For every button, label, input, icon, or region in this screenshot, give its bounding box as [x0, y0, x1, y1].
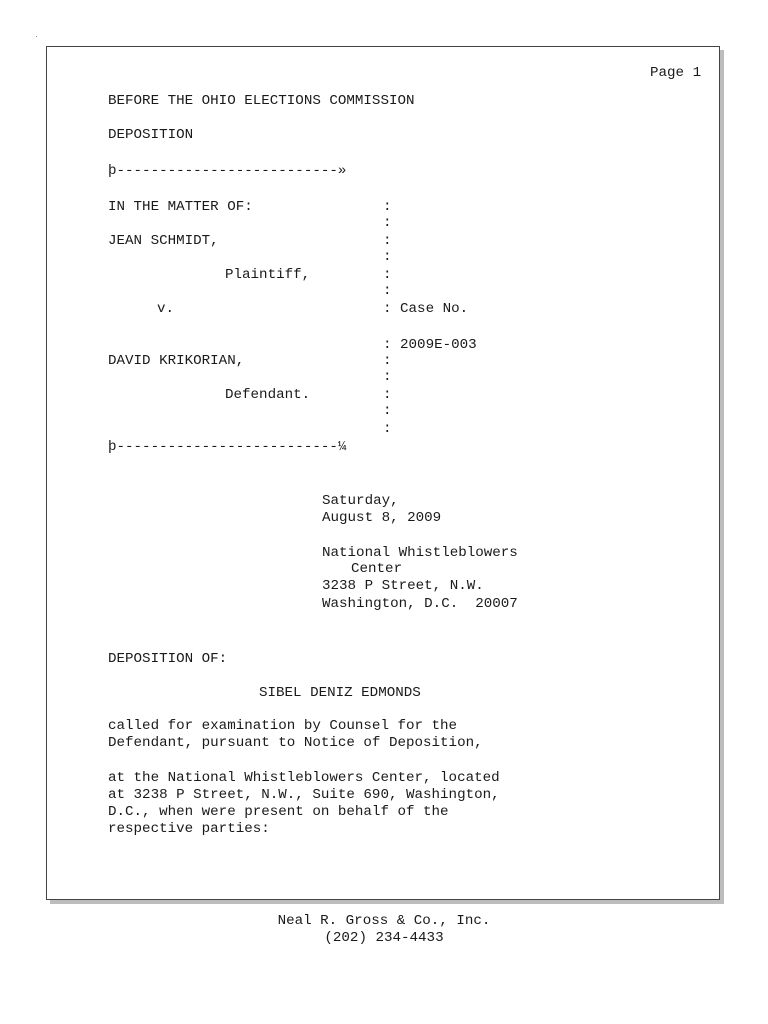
venue-city: Washington, D.C. 20007: [322, 596, 518, 612]
caption-border-bottom: þ--------------------------¼: [108, 439, 347, 455]
deposition-of-label: DEPOSITION OF:: [108, 651, 228, 667]
case-number: : 2009E-003: [383, 337, 477, 353]
defendant-name: DAVID KRIKORIAN,: [108, 353, 245, 369]
venue-line-1: National Whistleblowers: [322, 545, 518, 561]
body-line: at 3238 P Street, N.W., Suite 690, Washington,: [108, 787, 500, 803]
caption-separator: :: [383, 233, 392, 249]
session-date: August 8, 2009: [322, 510, 442, 526]
caption-separator: :: [383, 215, 392, 231]
versus: v.: [157, 301, 175, 317]
matter-label: IN THE MATTER OF:: [108, 199, 253, 215]
case-number-label: : Case No.: [383, 301, 469, 317]
caption-separator: :: [383, 387, 392, 403]
deponent-name: SIBEL DENIZ EDMONDS: [259, 685, 421, 701]
plaintiff-role: Plaintiff,: [225, 267, 311, 283]
caption-separator: :: [383, 353, 392, 369]
caption-separator: :: [383, 403, 392, 419]
corner-speck: [36, 36, 37, 37]
body-line: Defendant, pursuant to Notice of Deposition,: [108, 735, 483, 751]
transcript-page: [46, 46, 720, 900]
footer-company: Neal R. Gross & Co., Inc.: [277, 913, 491, 929]
body-line: called for examination by Counsel for the: [108, 718, 458, 734]
caption-separator: :: [383, 249, 392, 265]
caption-separator: :: [383, 199, 392, 215]
body-line: D.C., when were present on behalf of the: [108, 804, 449, 820]
caption-separator: :: [383, 283, 392, 299]
venue-street: 3238 P Street, N.W.: [322, 578, 484, 594]
commission-heading: BEFORE THE OHIO ELECTIONS COMMISSION: [108, 93, 415, 109]
footer-phone: (202) 234-4433: [324, 930, 444, 946]
page-number: Page 1: [650, 65, 702, 81]
body-line: at the National Whistleblowers Center, located: [108, 770, 500, 786]
venue-line-2: Center: [351, 561, 403, 577]
caption-separator: :: [383, 421, 392, 437]
session-day: Saturday,: [322, 493, 399, 509]
plaintiff-name: JEAN SCHMIDT,: [108, 233, 219, 249]
caption-separator: :: [383, 369, 392, 385]
body-line: respective parties:: [108, 821, 270, 837]
document-type: DEPOSITION: [108, 127, 194, 143]
caption-border-top: þ--------------------------»: [108, 163, 347, 179]
defendant-role: Defendant.: [225, 387, 311, 403]
caption-separator: :: [383, 267, 392, 283]
